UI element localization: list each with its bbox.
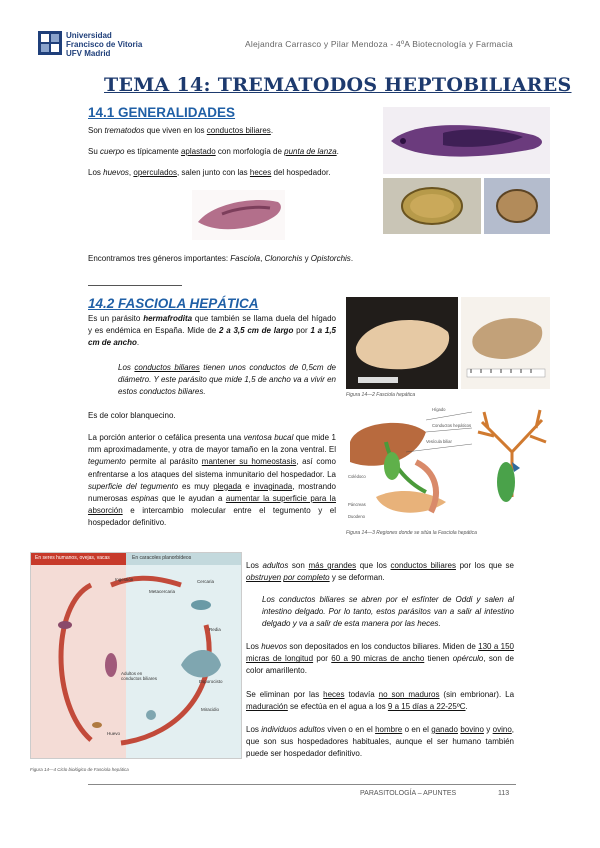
text: . xyxy=(350,254,354,263)
paragraph-color: Es de color blanquecino. xyxy=(88,411,176,420)
lifecycle-header-hosts xyxy=(31,553,126,565)
logo-line-3: UFV Madrid xyxy=(66,49,111,58)
text: En caracoles planorbídeos xyxy=(132,555,192,561)
text: todavía xyxy=(344,690,379,699)
text: son depositados en los conductos biliares. Miden de xyxy=(287,642,479,651)
anatomy-label: Colédoco xyxy=(348,474,366,479)
text: por completo xyxy=(283,573,330,583)
note-conductos xyxy=(118,362,336,399)
text: es típicamente xyxy=(124,147,181,156)
diagram-biliary-tree xyxy=(474,402,550,524)
text: por xyxy=(313,654,332,664)
header-authors: Alejandra Carrasco y Pilar Mendoza - 4ºA Biotecnología y Farmacia xyxy=(245,39,513,49)
text: trematodos xyxy=(104,126,145,135)
text: operculados xyxy=(133,168,177,177)
lifecycle-label: Metacercaria xyxy=(149,589,176,594)
page-number: 113 xyxy=(498,790,510,797)
text: . xyxy=(270,126,274,135)
text: ventosa bucal xyxy=(243,433,294,442)
text: conductos biliares xyxy=(206,126,271,135)
text: , así como enfrentarse a los ataques del sistema inmunitario del hospedador. La xyxy=(88,457,336,479)
text: heces xyxy=(323,690,345,699)
text: tegumento xyxy=(88,457,126,467)
lifecycle-label: Miracidio xyxy=(201,707,220,712)
text: huevos xyxy=(261,642,288,651)
logo-line-2: Francisco de Vitoria xyxy=(66,40,143,49)
image-egg-2 xyxy=(484,178,550,234)
text: punta de lanza xyxy=(284,147,337,156)
paragraph-generos xyxy=(88,253,488,265)
text: viven o en el xyxy=(325,725,376,734)
logo-line-1: Universidad xyxy=(66,31,112,40)
text: Su xyxy=(88,147,101,156)
paragraph-cuerpo xyxy=(88,146,388,158)
text: Opistorchis xyxy=(310,254,351,263)
text: y xyxy=(302,254,311,263)
text: 2 a 3,5 cm de largo xyxy=(219,326,294,336)
text: hermafrodita xyxy=(143,314,193,323)
lifecycle-label: Adultos en conductos biliares xyxy=(121,671,158,681)
text: mantener su homeostasis xyxy=(201,457,297,467)
caption-figure-4: Figura 14—4 Ciclo biológico de Fasciola hepática xyxy=(30,767,129,772)
text: Se eliminan por las xyxy=(246,690,324,699)
text: del hospedador. xyxy=(271,168,331,177)
text: por los que se xyxy=(455,561,514,570)
paragraph-eliminacion xyxy=(246,689,514,713)
text: 1 a 1,5 cm de ancho xyxy=(88,326,337,348)
text: . xyxy=(336,147,339,156)
text: , salen junto con las xyxy=(176,168,250,177)
text: maduración xyxy=(246,702,288,712)
text: Los xyxy=(88,168,104,177)
diagram-anatomy xyxy=(346,402,473,524)
text: es muy xyxy=(178,481,214,491)
text: En seres humanos, ovejas, vacas xyxy=(35,555,110,561)
lifecycle-label: Huevo xyxy=(107,731,121,736)
text: son xyxy=(288,561,309,570)
anatomy-label: Vesícula biliar xyxy=(426,439,452,444)
lifecycle-label: Ingestión xyxy=(115,577,134,582)
text: tienen unos conductos de 0,5cm de diámetro. Y este parásito que mide 1,5 de ancho va a vivir en estos conductos biliares. xyxy=(118,363,337,397)
text: tienen xyxy=(424,654,453,664)
text: más grandes xyxy=(308,561,357,570)
image-trematode-stained xyxy=(383,107,550,174)
paragraph-adultos xyxy=(246,560,514,584)
text: aumentar la superficie para la absorción xyxy=(88,494,337,516)
text: huevos xyxy=(103,168,129,177)
text: conductos biliares xyxy=(134,363,200,372)
text: bovino xyxy=(460,725,484,734)
text: obstruyen xyxy=(246,573,282,583)
text: , xyxy=(260,254,265,263)
text: . xyxy=(136,338,140,348)
text: invaginada xyxy=(253,481,293,491)
text: 130 a 150 micras de longitud xyxy=(246,642,514,664)
note-esfinter: Los conductos biliares se abren por el esfínter de Oddi y salen al intestino delgado. Por lo tanto, estos parásitos van a salir al intestino delgado y va a salir de esta manera por las heces. xyxy=(262,595,514,629)
text: heces xyxy=(249,168,272,177)
caption-figure-2: Figura 14—2 Fasciola hepática xyxy=(346,392,416,398)
text: ovino xyxy=(492,725,512,734)
text: , que son sus hospedadores habituales, aunque el ser humano también puede ser hospedador definitivo. xyxy=(246,725,514,759)
text: permite al parásito xyxy=(125,457,202,467)
anatomy-label: Duodeno xyxy=(348,514,365,519)
text: e intercambio molecular entre el tegumento y el hospedador definitivo. xyxy=(88,506,336,528)
image-fasciola-pink xyxy=(192,190,285,240)
paragraph-hospedadores xyxy=(246,724,514,761)
text: Fasciola xyxy=(230,254,261,263)
paragraph-huevos-depositados xyxy=(246,641,514,678)
text: y se deforman. xyxy=(329,573,385,583)
text: que viven en los xyxy=(144,126,207,135)
text: (sin embrionar). La xyxy=(439,690,515,699)
text: que mide 1 mm aproximadamente, y otra de mayor tamaño en la zona ventral. El xyxy=(88,433,336,455)
text: La porción anterior o cefálica presenta una xyxy=(88,433,244,442)
image-egg-1 xyxy=(383,178,481,234)
text: que le ayudan a xyxy=(158,494,226,504)
text: Son xyxy=(88,126,105,135)
text: , xyxy=(128,168,134,177)
text: 60 a 90 micras de ancho xyxy=(331,654,425,664)
section-heading-fasciola: 14.2 FASCIOLA HEPÁTICA xyxy=(88,296,259,311)
text: por xyxy=(293,326,311,336)
paragraph-huevos xyxy=(88,167,388,179)
text: opérculo xyxy=(452,654,484,664)
section-heading-generalidades: 14.1 GENERALIDADES xyxy=(88,105,236,120)
text: adultos xyxy=(262,561,289,570)
text: 9 a 15 días a 22-25ºC xyxy=(387,702,466,712)
anatomy-label: Hígado xyxy=(432,407,446,412)
text: espinas xyxy=(130,494,159,504)
text: superficie del tegumento xyxy=(88,481,179,491)
text: . xyxy=(465,702,468,712)
text: Es un parásito xyxy=(88,314,144,323)
text: individuos adultos xyxy=(261,725,326,734)
text: y xyxy=(483,725,493,734)
paragraph-trematodos xyxy=(88,125,388,137)
logo-mark-icon xyxy=(38,31,62,55)
lifecycle-label: Redia xyxy=(209,627,221,632)
text: ganado xyxy=(431,725,458,734)
text: conductos biliares xyxy=(390,561,456,570)
text: Los xyxy=(118,363,135,372)
text: , mostrando numerosas xyxy=(88,481,336,504)
text: Encontramos tres géneros importantes: xyxy=(88,254,231,263)
lifecycle-header-snails xyxy=(126,553,241,565)
paragraph-hermafrodita xyxy=(88,313,336,350)
anatomy-label: Conductos hepáticos xyxy=(432,423,472,428)
text: que también se llama duela del hígado y es endémica en España. Mide de xyxy=(88,314,336,336)
lifecycle-label: Esporocisto xyxy=(199,679,223,684)
text: Los xyxy=(246,725,262,734)
anatomy-label: Páncreas xyxy=(348,502,366,507)
text: o en el xyxy=(402,725,432,734)
diagram-lifecycle xyxy=(30,552,242,759)
text: se efectúa en el agua a los xyxy=(287,702,388,712)
section-divider xyxy=(88,285,182,286)
text: Los xyxy=(246,561,263,570)
caption-figure-3: Figura 14—3 Regiones donde se sitúa la Fasciola hepática xyxy=(346,530,477,536)
text: Los xyxy=(246,642,262,651)
text: hombre xyxy=(375,725,403,734)
text: con morfología de xyxy=(215,147,285,156)
text: no son maduros xyxy=(378,690,440,699)
text: cuerpo xyxy=(100,147,125,156)
text: e xyxy=(241,481,254,491)
text: Clonorchis xyxy=(264,254,303,263)
text: , son de color amarillento. xyxy=(246,654,515,676)
footer-rule xyxy=(88,784,516,785)
text: que los xyxy=(356,561,391,570)
text: plegada xyxy=(213,481,242,491)
page-title: TEMA 14: TREMATODOS HEPTOBILIARES xyxy=(104,74,572,96)
image-fasciola-photo-1 xyxy=(346,297,458,389)
image-fasciola-photo-2 xyxy=(461,297,550,389)
paragraph-morfologia xyxy=(88,432,336,530)
footer-label: PARASITOLOGÍA – APUNTES xyxy=(360,790,457,797)
text: aplastado xyxy=(180,147,216,156)
lifecycle-label: Cercaria xyxy=(197,579,215,584)
